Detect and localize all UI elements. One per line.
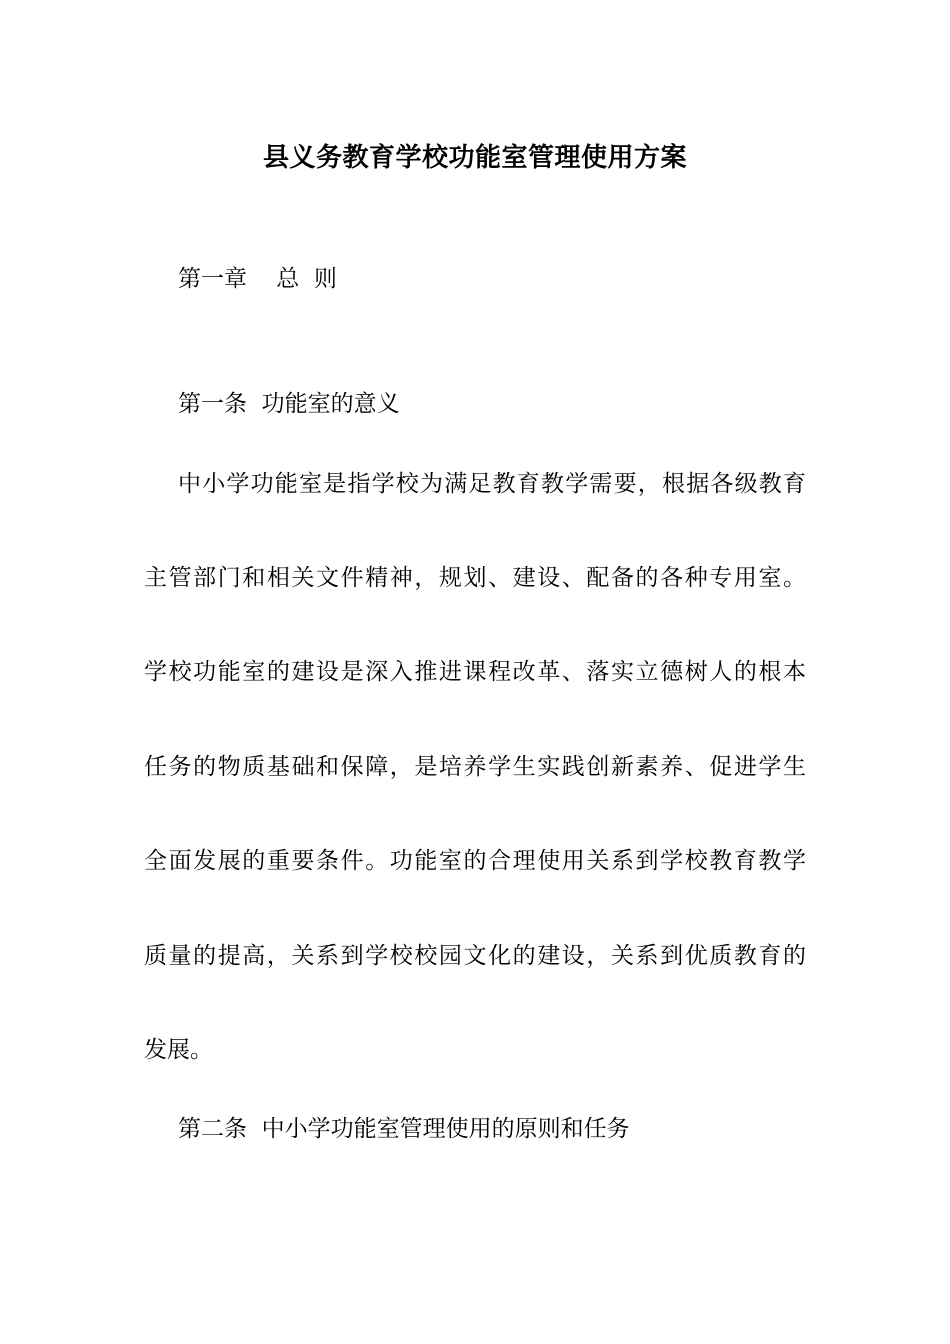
chapter-heading: 第一章 总 则: [178, 266, 337, 292]
paragraph-line: 质量的提高，关系到学校校园文化的建设，关系到优质教育的: [144, 943, 806, 969]
paragraph-line: 任务的物质基础和保障，是培养学生实践创新素养、促进学生: [144, 754, 806, 780]
article-2-heading: 第二条 中小学功能室管理使用的原则和任务: [178, 1116, 630, 1142]
paragraph-line: 中小学功能室是指学校为满足教育教学需要，根据各级教育: [178, 471, 806, 497]
document-title: 县义务教育学校功能室管理使用方案: [262, 143, 687, 173]
paragraph-line: 全面发展的重要条件。功能室的合理使用关系到学校教育教学: [144, 848, 806, 874]
paragraph-line: 发展。: [144, 1037, 213, 1063]
paragraph-line: 主管部门和相关文件精神，规划、建设、配备的各种专用室。: [144, 565, 806, 591]
article-1-heading: 第一条 功能室的意义: [178, 391, 400, 417]
paragraph-line: 学校功能室的建设是深入推进课程改革、落实立德树人的根本: [144, 659, 806, 685]
